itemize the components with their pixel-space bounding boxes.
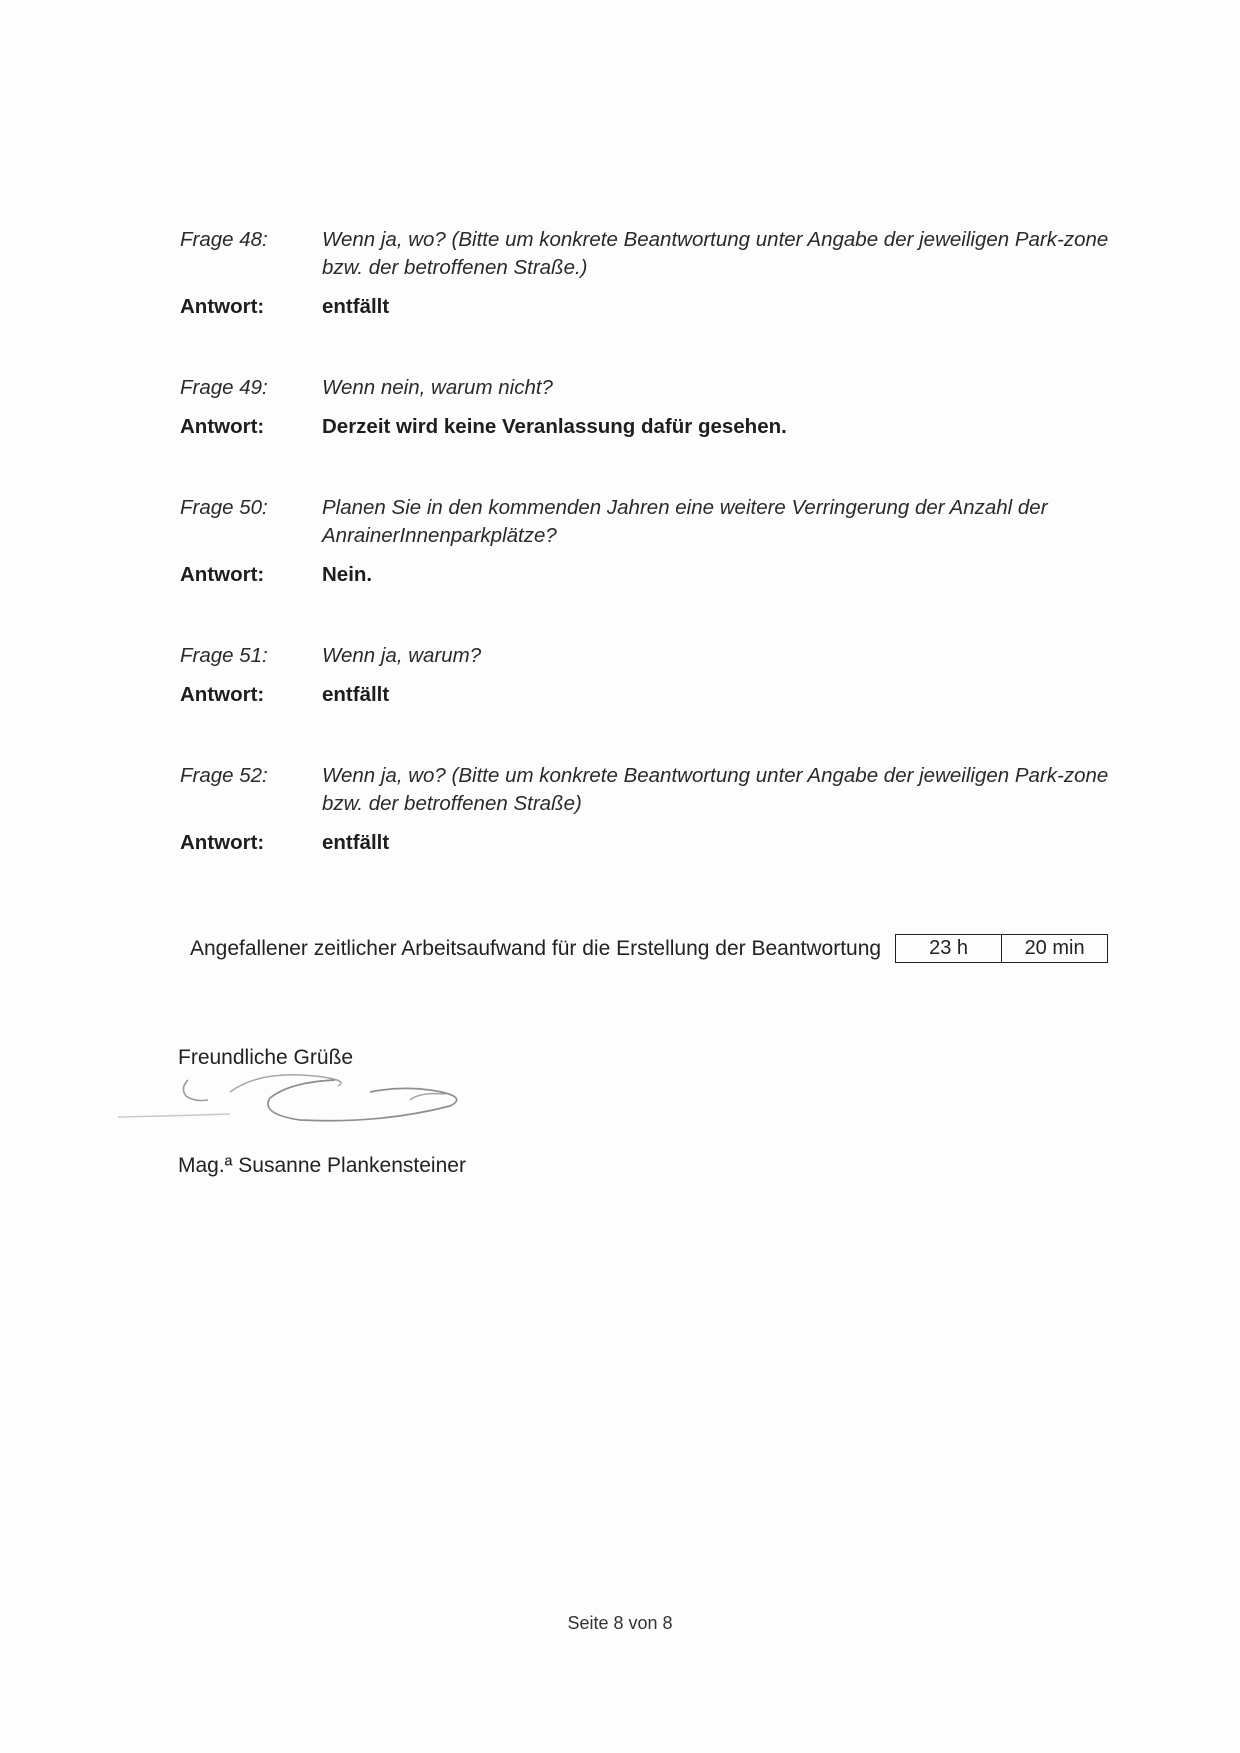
question-block-51	[180, 642, 1130, 709]
answer-text: entfällt	[322, 295, 390, 318]
question-text: Wenn ja, warum?	[322, 644, 482, 667]
answer-row	[180, 561, 1130, 589]
question-block-48	[180, 226, 1130, 321]
question-label: Frage 50:	[180, 496, 268, 519]
work-effort-minutes: 20 min	[1001, 935, 1107, 962]
work-effort-box	[895, 934, 1108, 963]
answer-label: Antwort:	[180, 295, 265, 318]
handwritten-signature	[110, 1062, 530, 1142]
closing-greeting: Freundliche Grüße	[178, 1046, 354, 1069]
question-row	[180, 226, 1130, 282]
answer-row	[180, 829, 1130, 857]
work-effort-hours: 23 h	[929, 937, 969, 959]
question-row	[180, 642, 1130, 670]
answer-text: Derzeit wird keine Veranlassung dafür gesehen.	[322, 415, 787, 438]
answer-text: entfällt	[322, 683, 390, 706]
answer-row	[180, 413, 1130, 441]
answer-text: Nein.	[322, 563, 373, 586]
answer-label: Antwort:	[180, 831, 265, 854]
question-block-52	[180, 762, 1130, 857]
answer-row	[180, 293, 1130, 321]
question-text: Wenn ja, wo? (Bitte um konkrete Beantwortung unter Angabe der jeweiligen Park-zone bzw. der betroffenen Straße)	[322, 764, 1109, 815]
page-number: Seite 8 von 8	[567, 1613, 673, 1633]
answer-label: Antwort:	[180, 683, 265, 706]
question-label: Frage 51:	[180, 644, 268, 667]
answer-label: Antwort:	[180, 415, 265, 438]
question-block-50	[180, 494, 1130, 589]
answer-label: Antwort:	[180, 563, 265, 586]
question-row	[180, 374, 1130, 402]
question-text: Wenn nein, warum nicht?	[322, 376, 553, 399]
signer-name: Mag.ª Susanne Plankensteiner	[178, 1154, 466, 1177]
question-text: Wenn ja, wo? (Bitte um konkrete Beantwortung unter Angabe der jeweiligen Park-zone bzw. der betroffenen Straße.)	[322, 228, 1109, 279]
question-row	[180, 494, 1130, 550]
question-label: Frage 52:	[180, 764, 268, 787]
work-effort-line	[190, 934, 1108, 963]
question-row	[180, 762, 1130, 818]
work-effort-label: Angefallener zeitlicher Arbeitsaufwand für die Erstellung der Beantwortung	[190, 936, 882, 960]
answer-text: entfällt	[322, 831, 390, 854]
answer-row	[180, 681, 1130, 709]
question-block-49	[180, 374, 1130, 441]
question-label: Frage 48:	[180, 228, 268, 251]
question-text: Planen Sie in den kommenden Jahren eine weitere Verringerung der Anzahl der AnrainerInnenparkplätze?	[322, 496, 1048, 547]
question-label: Frage 49:	[180, 376, 268, 399]
